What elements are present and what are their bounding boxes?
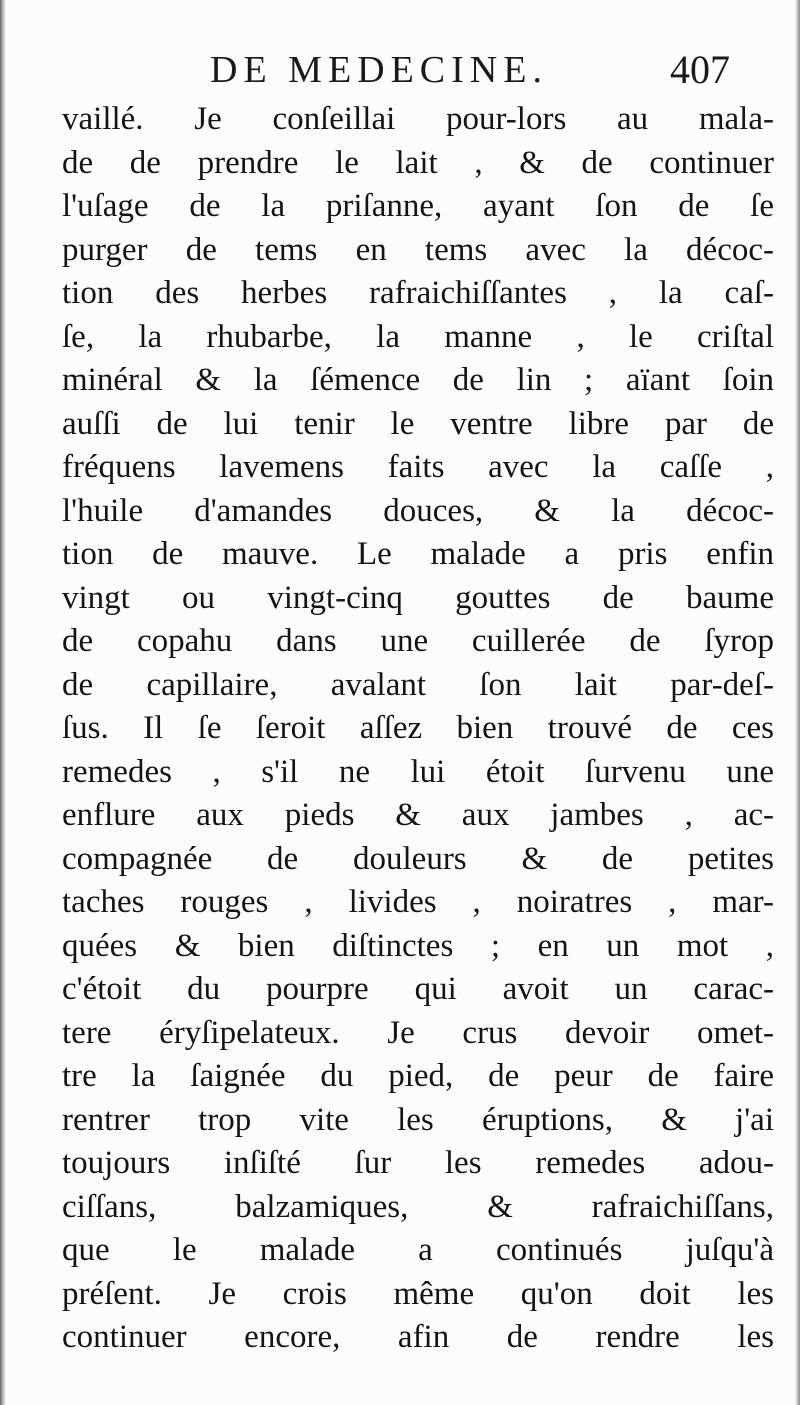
text-line: compagnée de douleurs & de petites (62, 840, 774, 877)
text-line: quées & bien diſtinctes ; en un mot , (62, 927, 774, 964)
text-line: enflure aux pieds & aux jambes , ac- (62, 797, 774, 833)
text-line: l'huile d'amandes douces, & la décoc- (62, 492, 774, 529)
text-line: purger de tems en tems avec la décoc- (62, 231, 774, 268)
text-line: vaillé. Je conſeillai pour-lors au mala- (62, 101, 774, 137)
text-line: l'uſage de la priſanne, ayant ſon de ſe (62, 188, 774, 224)
text-line: continuer encore, afin de rendre les (62, 1319, 774, 1355)
text-line: minéral & la ſémence de lin ; aïant ſoin (62, 362, 774, 398)
text-line: vingt ou vingt-cinq gouttes de baume (62, 579, 774, 616)
text-line: tre la ſaignée du pied, de peur de faire (62, 1058, 774, 1094)
text-line: remedes , s'il ne lui étoit ſurvenu une (62, 753, 774, 790)
text-line: tion de mauve. Le malade a pris enfin (62, 536, 774, 572)
text-line: préſent. Je crois même qu'on doit les (62, 1275, 774, 1312)
text-line: toujours inſiſté ſur les remedes adou- (62, 1145, 774, 1181)
text-line: ciſſans, balzamiques, & rafraichiſſans, (62, 1188, 774, 1225)
running-head-title: DE MEDECINE. (210, 49, 548, 91)
text-line: ſus. Il ſe ſeroit aſſez bien trouvé de ces (62, 710, 774, 746)
text-line: de de prendre le lait , & de continuer (62, 144, 774, 181)
text-line: tion des herbes rafraichiſſantes , la caſ- (62, 275, 774, 311)
body-text (62, 98, 774, 1360)
page-edge-shadow-right (795, 0, 800, 1405)
text-line: tere éryſipelateux. Je crus devoir omet- (62, 1014, 774, 1051)
text-line: rentrer trop vite les éruptions, & j'ai (62, 1101, 774, 1138)
text-line: que le malade a continués juſqu'à (62, 1232, 774, 1268)
text-line: c'étoit du pourpre qui avoit un carac- (62, 971, 774, 1007)
text-line: auſſi de lui tenir le ventre libre par de (62, 405, 774, 442)
running-head (210, 44, 730, 96)
text-line: ſe, la rhubarbe, la manne , le criſtal (62, 318, 774, 355)
page-number: 407 (670, 47, 730, 92)
text-line: de capillaire, avalant ſon lait par-deſ- (62, 666, 774, 703)
text-line: de copahu dans une cuillerée de ſyrop (62, 623, 774, 659)
text-line: fréquens lavemens faits avec la caſſe , (62, 449, 774, 485)
page-edge-shadow-left (0, 0, 6, 1405)
text-line: taches rouges , livides , noiratres , mar- (62, 884, 774, 920)
